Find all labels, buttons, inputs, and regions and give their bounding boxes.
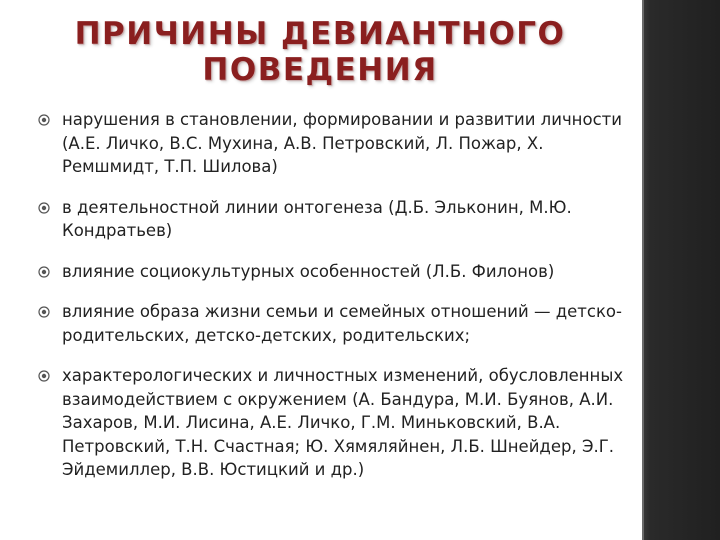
list-item (38, 260, 628, 284)
list-item (38, 364, 628, 482)
circled-dot-icon (38, 370, 50, 382)
circled-dot-icon (38, 266, 50, 278)
list-item (38, 300, 628, 347)
title-line-1: ПРИЧИНЫ ДЕВИАНТНОГО (74, 16, 566, 52)
circled-dot-icon (38, 306, 50, 318)
bullet-text: влияние социокультурных особенностей (Л.Б. Филонов) (62, 261, 555, 281)
title-line-2: ПОВЕДЕНИЯ (202, 52, 438, 88)
list-item (38, 196, 628, 243)
side-bar (642, 0, 720, 540)
circled-dot-icon (38, 202, 50, 214)
circled-dot-icon (38, 114, 50, 126)
slide-title (30, 16, 610, 88)
bullet-text: характерологических и личностных изменений, обусловленных взаимодействием с окружением (А. Бандура, М.И. Буянов, А.И. Захаров, М.И. Лисина, А.Е. Личко, Г.М. Миньковский, В.А. Петровский, Т.Н. Счастная; Ю. Хямяляйнен, Л.Б. Шнейдер, Э.Г. Эйдемиллер, В.В. Юстицкий и др.) (62, 366, 624, 479)
list-item (38, 108, 628, 179)
bullet-text: нарушения в становлении, формировании и развитии личности (А.Е. Личко, В.С. Мухина, А.В. Петровский, Л. Пожар, Х. Ремшмидт, Т.П. Шилова) (62, 110, 622, 176)
bullet-text: влияние образа жизни семьи и семейных отношений — детско-родительских, детско-детских, родительских; (62, 302, 622, 345)
bullet-list (38, 108, 628, 499)
bullet-text: в деятельностной линии онтогенеза (Д.Б. Эльконин, М.Ю. Кондратьев) (62, 197, 572, 240)
